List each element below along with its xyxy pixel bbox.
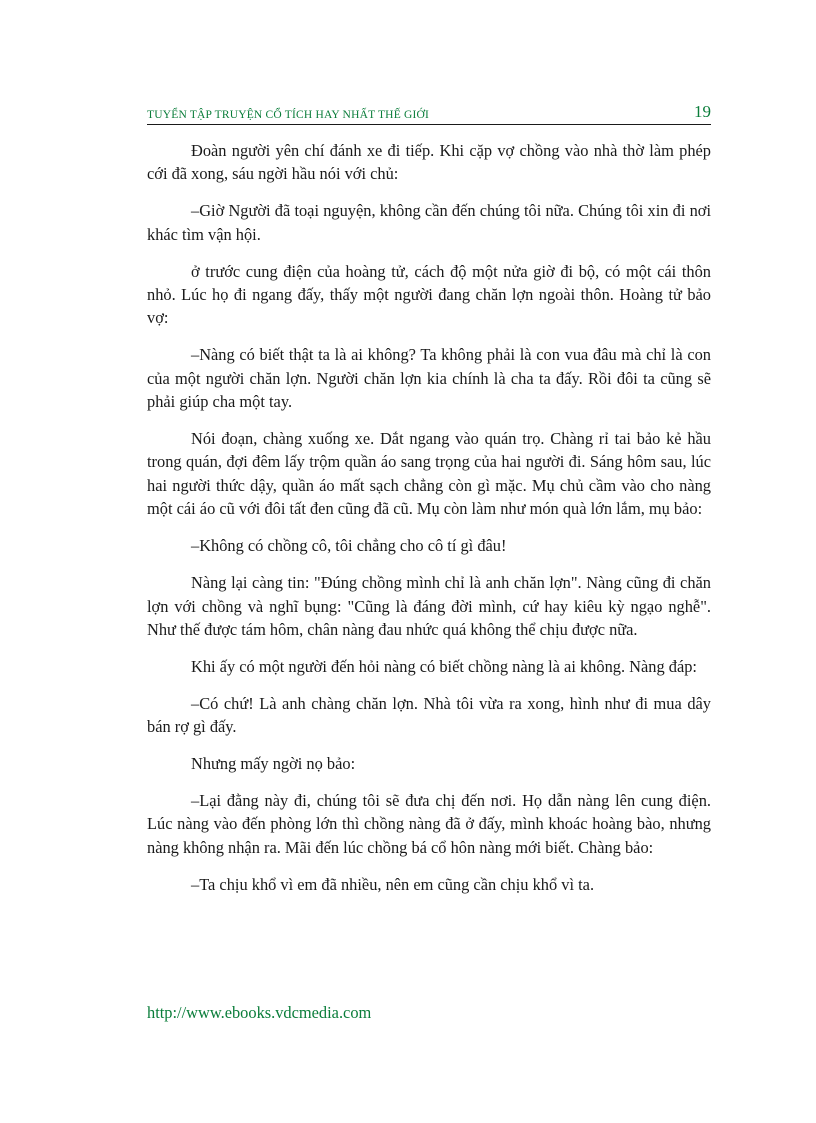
- paragraph: Nhưng mấy ngời nọ bảo:: [191, 754, 356, 774]
- paragraph: Đoàn người yên chí đánh xe đi tiếp. Khi cặp vợ chồng vào nhà thờ làm phép cới đã xong, sáu ngời hầu nói với chủ:: [147, 141, 711, 184]
- paragraph: Nàng lại càng tin: "Đúng chồng mình chỉ là anh chăn lợn". Nàng cũng đi chăn lợn với chồng và nghĩ bụng: "Cũng là đáng đời mình, cứ hay kiêu kỳ ngạo nghễ". Như thế được tám hôm, chân nàng đau nhức quá không thể chịu được nữa.: [147, 573, 711, 639]
- paragraph: –Nàng có biết thật ta là ai không? Ta không phải là con vua đâu mà chỉ là con của một người chăn lợn. Người chăn lợn kia chính là cha ta đấy. Rồi đôi ta cũng sẽ phải giúp cha một tay.: [147, 345, 711, 412]
- page-number: 19: [694, 102, 711, 121]
- paragraph: –Không có chồng cô, tôi chẳng cho cô tí gì đâu!: [191, 536, 507, 556]
- paragraph: –Có chứ! Là anh chàng chăn lợn. Nhà tôi vừa ra xong, hình như đi mua dây bán rợ gì đấy.: [147, 693, 711, 737]
- paragraph: –Lại đằng này đi, chúng tôi sẽ đưa chị đến nơi. Họ dẫn nàng lên cung điện. Lúc nàng vào đến phòng lớn thì chồng nàng đã ở đấy, mình khoác hoàng bào, nhưng nàng không nhận ra. Mãi đến lúc chồng bá cổ hôn nàng mới biết. Chàng bảo:: [147, 790, 711, 857]
- paragraph: Nói đoạn, chàng xuống xe. Dắt ngang vào quán trọ. Chàng rỉ tai bảo kẻ hầu trong quán, đợi đêm lấy trộm quần áo sang trọng của hai người đi. Sáng hôm sau, lúc hai người thức dậy, quần áo mất sạch chẳng còn gì mặc. Mụ chủ cầm vào cho nàng một cái áo cũ với đôi tất đen cũng đã cũ. Mụ còn làm như món quà lớn lắm, mụ bảo:: [147, 429, 711, 519]
- paragraph: Khi ấy có một người đến hỏi nàng có biết chồng nàng là ai không. Nàng đáp:: [191, 656, 697, 676]
- book-title: TUYỂN TẬP TRUYỆN CỔ TÍCH HAY NHẤT THẾ GIỚI: [147, 109, 430, 121]
- footer-link[interactable]: http://www.ebooks.vdcmedia.com: [147, 1003, 372, 1022]
- story-body: [147, 139, 711, 910]
- page-header: [147, 100, 711, 125]
- paragraph: ở trước cung điện của hoàng tử, cách độ một nửa giờ đi bộ, có một cái thôn nhỏ. Lúc họ đi ngang đấy, thấy một người đang chăn lợn ngoài thôn. Hoàng tử bảo vợ:: [147, 261, 711, 328]
- paragraph: –Giờ Người đã toại nguyện, không cần đến chúng tôi nữa. Chúng tôi xin đi nơi khác tìm vận hội.: [147, 201, 711, 244]
- paragraph: –Ta chịu khổ vì em đã nhiều, nên em cũng cần chịu khổ vì ta.: [191, 874, 595, 894]
